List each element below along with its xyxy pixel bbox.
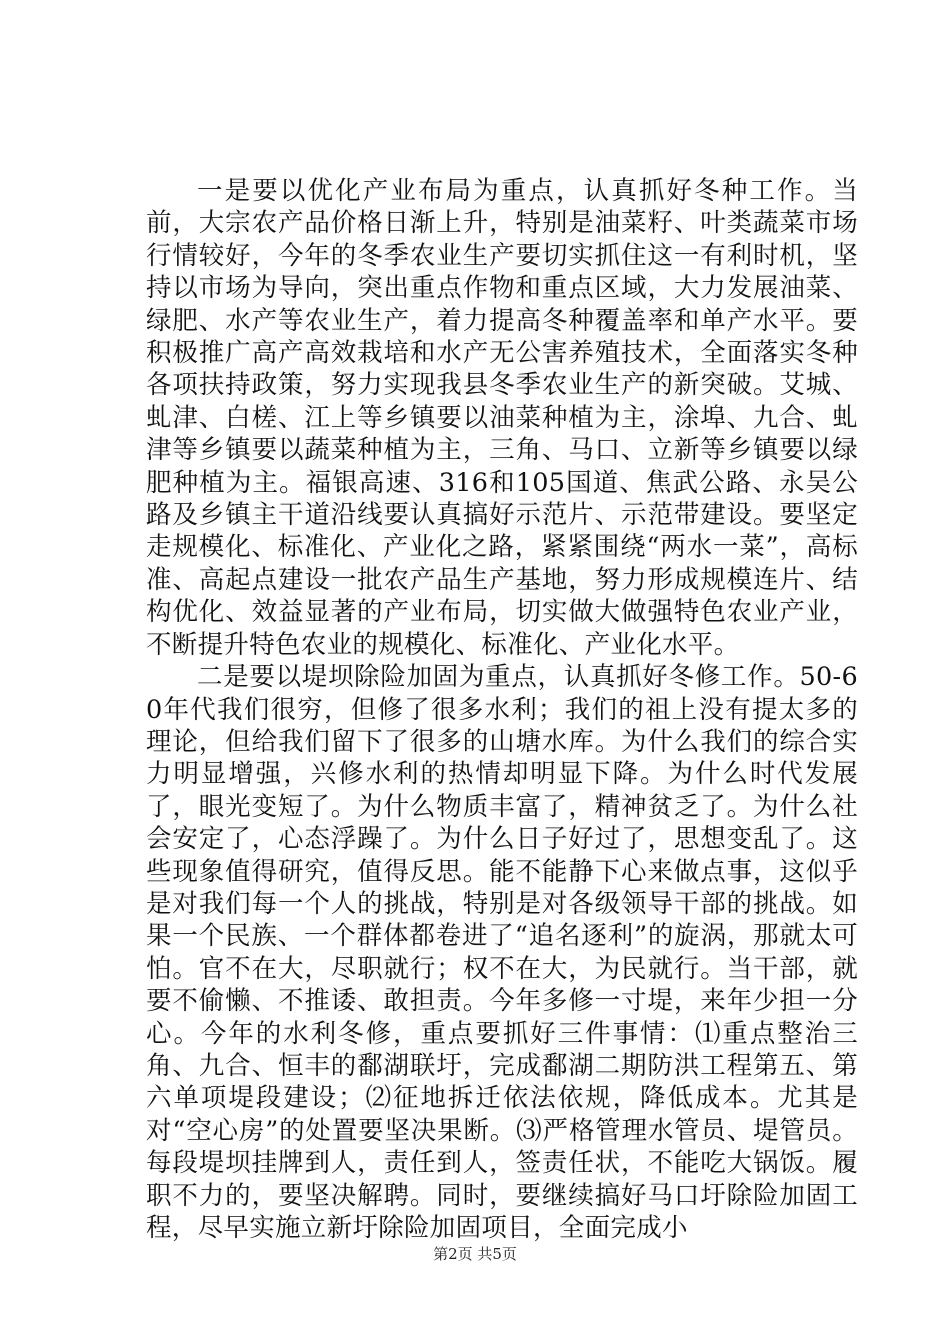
body-text (146, 175, 858, 1244)
page-number: 第2页 共5页 (433, 1245, 517, 1263)
paragraph-winter-planting: 一是要以优化产业布局为重点，认真抓好冬种工作。当前，大宗农产品价格日渐上升，特别是油菜籽、叶类蔬菜市场行情较好，今年的冬季农业生产要切实抓住这一有利时机，坚持以市场为导向，突出重点作物和重点区域，大力发展油菜、绿肥、水产等农业生产，着力提高冬种覆盖率和单产水平。要积极推广高产高效栽培和水产无公害养殖技术，全面落实冬种各项扶持政策，努力实现我县冬季农业生产的新突破。艾城、虬津、白槎、江上等乡镇要以油菜种植为主，涂埠、九合、虬津等乡镇要以蔬菜种植为主，三角、马口、立新等乡镇要以绿肥种植为主。福银高速、316和105国道、焦武公路、永吴公路及乡镇主干道沿线要认真搞好示范片、示范带建设。要坚定走规模化、标准化、产业化之路，紧紧围绕“两水一菜”，高标准、高起点建设一批农产品生产基地，努力形成规模连片、结构优化、效益显著的产业布局，切实做大做强特色农业产业，不断提升特色农业的规模化、标准化、产业化水平。 (146, 176, 858, 660)
paragraph-winter-repair: 二是要以堤坝除险加固为重点，认真抓好冬修工作。50-60年代我们很穷，但修了很多水利；我们的祖上没有提太多的理论，但给我们留下了很多的山塘水库。为什么我们的综合实力明显增强，兴修水利的热情却明显下降。为什么时代发展了，眼光变短了。为什么物质丰富了，精神贫乏了。为什么社会安定了，心态浮躁了。为什么日子好过了，思想变乱了。这些现象值得研究，值得反思。能不能静下心来做点事，这似乎是对我们每一个人的挑战，特别是对各级领导干部的挑战。如果一个民族、一个群体都卷进了“追名逐利”的旋涡，那就太可怕。官不在大，尽职就行；权不在大，为民就行。当干部，就要不偷懒、不推诿、敢担责。今年多修一寸堤，来年少担一分心。今年的水利冬修，重点要抓好三件事情：⑴重点整治三角、九合、恒丰的鄱湖联圩，完成鄱湖二期防洪工程第五、第六单项堤段建设；⑵征地拆迁依法依规，降低成本。尤其是对“空心房”的处置要坚决果断。⑶严格管理水管员、堤管员。每段堤坝挂牌到人，责任到人，签责任状，不能吃大锅饭。履职不力的，要坚决解聘。同时，要继续搞好马口圩除险加固工程，尽早实施立新圩除险加固项目，全面完成小 (146, 662, 858, 1243)
page-footer (0, 1244, 950, 1264)
